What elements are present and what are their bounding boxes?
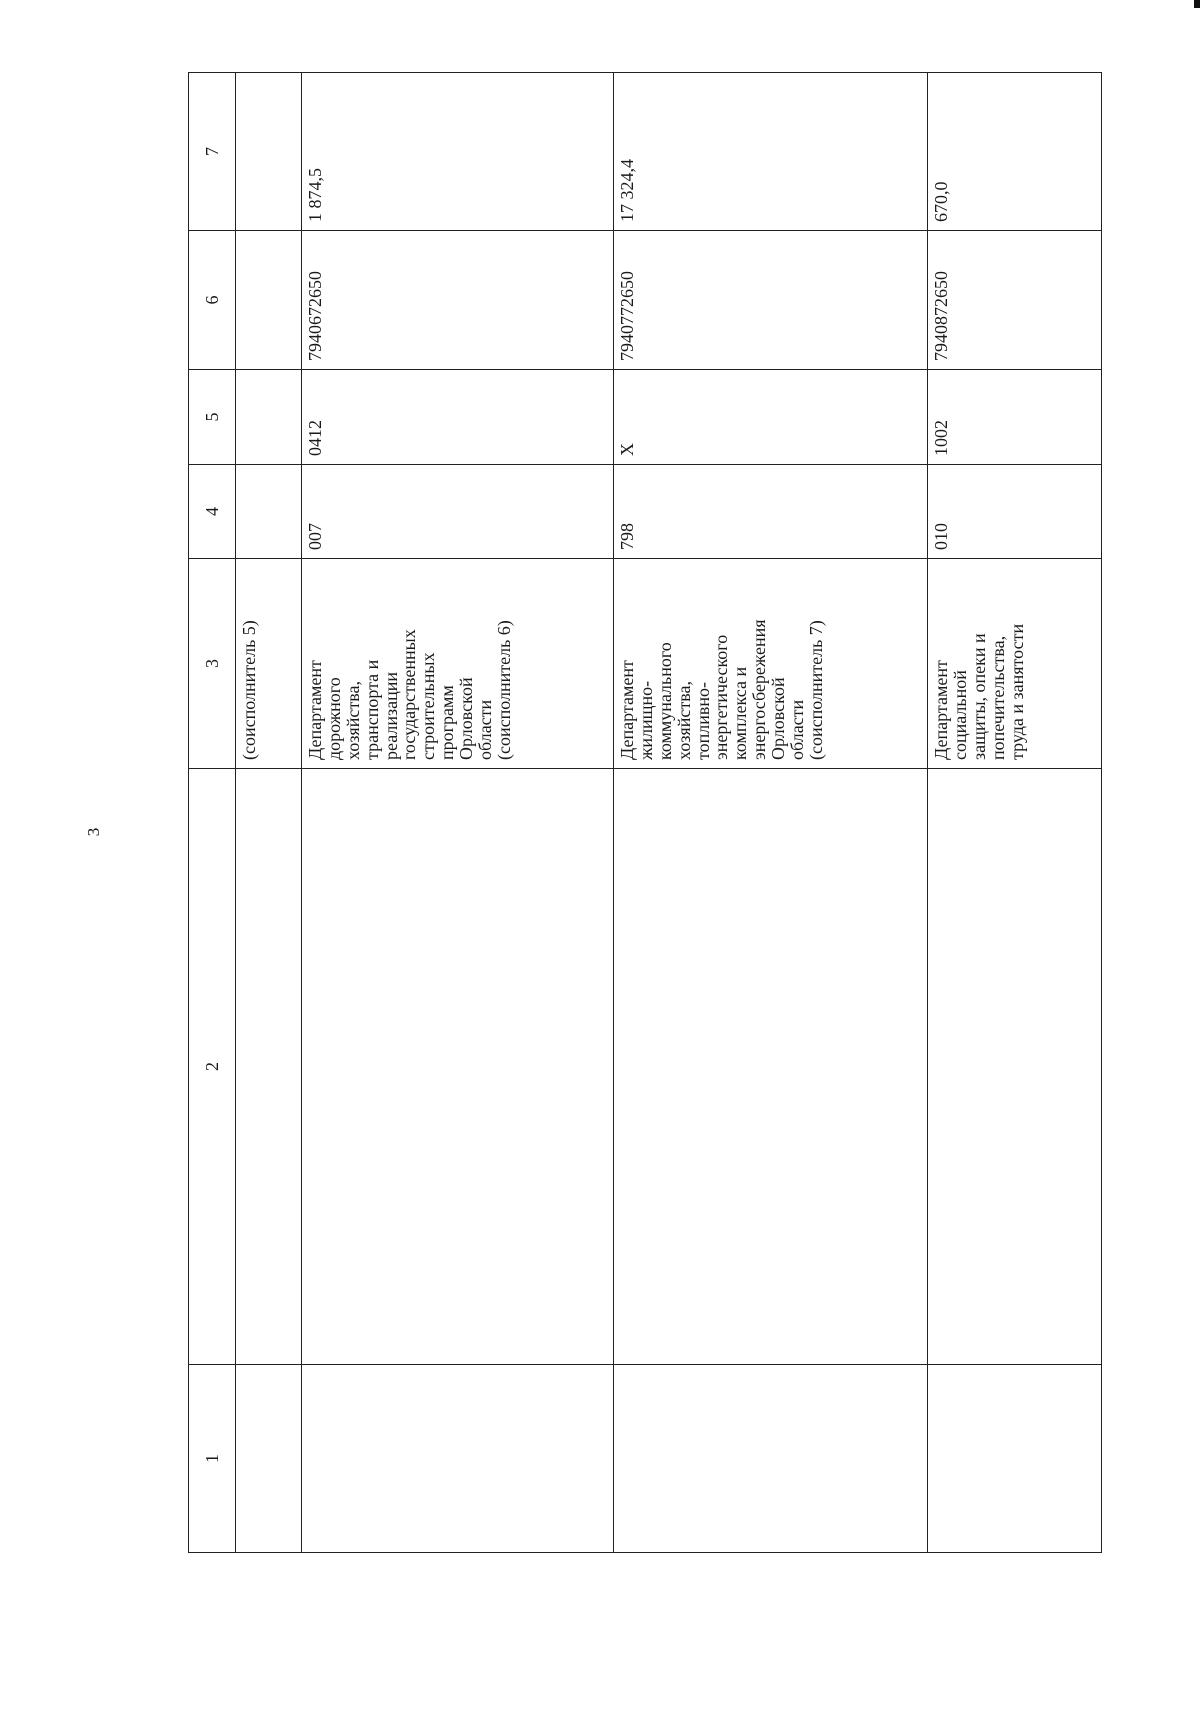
cell-col2: [236, 769, 302, 1365]
rzpr-code: 0412: [305, 420, 325, 456]
cell-executor: [236, 559, 302, 769]
amount-value: 1 874,5: [305, 168, 325, 222]
cell-csr: [614, 231, 928, 370]
cell-rzpr: [302, 370, 614, 465]
grbs-code: 007: [305, 523, 325, 550]
cell-grbs: [302, 465, 614, 559]
cell-executor: [302, 559, 614, 769]
table-row-continuation: [236, 73, 302, 1553]
cell-col1: [302, 1365, 614, 1553]
cell-col2: [614, 769, 928, 1365]
table-row: [928, 73, 1102, 1553]
header-cell-2: 2: [189, 769, 236, 1365]
cell-amount: [236, 73, 302, 231]
cell-grbs: [236, 465, 302, 559]
cell-rzpr: [614, 370, 928, 465]
cell-rzpr: [928, 370, 1102, 465]
budget-table: [188, 72, 1102, 1553]
rzpr-code: 1002: [931, 420, 951, 456]
cell-executor: [614, 559, 928, 769]
cell-amount: [614, 73, 928, 231]
amount-value: 670,0: [931, 181, 951, 222]
cell-amount: [928, 73, 1102, 231]
rzpr-code: Х: [617, 443, 637, 456]
cell-col2: [302, 769, 614, 1365]
cell-col1: [614, 1365, 928, 1553]
header-cell-6: 6: [189, 231, 236, 370]
header-cell-4: 4: [189, 465, 236, 559]
cell-col1: [928, 1365, 1102, 1553]
header-cell-7: 7: [189, 73, 236, 231]
grbs-code: 798: [617, 523, 637, 550]
header-cell-3: 3: [189, 559, 236, 769]
header-cell-5: 5: [189, 370, 236, 465]
table-row: [302, 73, 614, 1553]
executor-text: (соисполнитель 5): [239, 620, 259, 760]
cell-grbs: [928, 465, 1102, 559]
page-number: 3: [84, 827, 103, 837]
rotated-table-container: [188, 73, 1066, 1553]
scan-edge-mark: [1194, 0, 1200, 8]
cell-csr: [236, 231, 302, 370]
csr-code: 7940672650: [305, 271, 325, 361]
cell-col2: [928, 769, 1102, 1365]
cell-csr: [928, 231, 1102, 370]
csr-code: 7940772650: [617, 271, 637, 361]
header-cell-1: 1: [189, 1365, 236, 1553]
table-row: [614, 73, 928, 1553]
cell-rzpr: [236, 370, 302, 465]
executor-text: Департамент жилищно- коммунального хозяйства, топливно- энергетического комплекса и энергосбережения Орловской области (соисполнитель 7): [617, 619, 826, 760]
csr-code: 7940872650: [931, 271, 951, 361]
executor-text: Департамент дорожного хозяйства, транспорта и реализации государственных строительных программ Орловской области (соисполнитель 6): [305, 620, 514, 760]
amount-value: 17 324,4: [617, 159, 637, 222]
cell-col1: [236, 1365, 302, 1553]
cell-executor: [928, 559, 1102, 769]
cell-csr: [302, 231, 614, 370]
cell-amount: [302, 73, 614, 231]
header-row: [189, 73, 236, 1553]
grbs-code: 010: [931, 523, 951, 550]
cell-grbs: [614, 465, 928, 559]
executor-text: Департамент социальной защиты, опеки и попечительства, труда и занятости: [931, 623, 1027, 760]
